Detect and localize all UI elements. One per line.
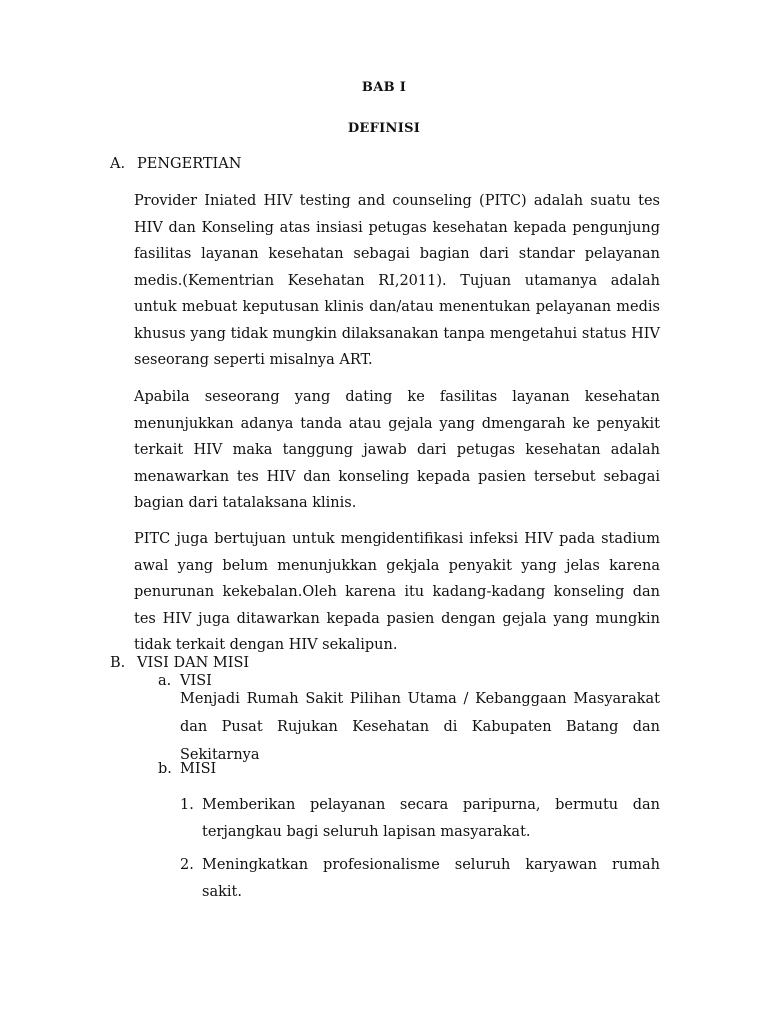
visi-number: a. [158, 673, 172, 689]
visi-text: Menjadi Rumah Sakit Pilihan Utama / Kebanggaan Masyarakat dan Pusat Rujukan Kesehatan di Kabupaten Batang dan Sekitarnya [180, 691, 660, 763]
pengertian-paragraph-3: PITC juga bertujuan untuk mengidentifikasi infeksi HIV pada stadium awal yang belum menunjukkan gekjala penyakit yang jelas karena penurunan kekebalan.Oleh karena itu kadang-kadang konseling dan tes HIV juga ditawarkan kepada pasien dengan gejala yang mungkin tidak terkait dengan HIV sekalipun. [134, 531, 660, 653]
pengertian-paragraph-2: Apabila seseorang yang dating ke fasilitas layanan kesehatan menunjukkan adanya tanda atau gejala yang dmengarah ke penyakit terkait HIV maka tanggung jawab dari petugas kesehatan adalah menawarkan tes HIV dan konseling kepada pasien tersebut sebagai bagian dari tatalaksana klinis. [134, 389, 660, 511]
misi-item-2-text: Meningkatkan profesionalisme seluruh karyawan rumah sakit. [202, 857, 660, 900]
section-a-title: PENGERTIAN [137, 156, 242, 172]
section-a-number: A. [110, 156, 126, 172]
misi-title: MISI [180, 761, 217, 777]
misi-item-1-number: 1. [180, 797, 194, 813]
visi-title: VISI [180, 673, 212, 689]
pengertian-paragraph-1: Provider Iniated HIV testing and counseling (PITC) adalah suatu tes HIV dan Konseling atas insiasi petugas kesehatan kepada pengunjung fasilitas layanan kesehatan sebagai bagian dari standar pelayanan medis.(Kementrian Kesehatan RI,2011). Tujuan utamanya adalah untuk mebuat keputusan klinis dan/atau menentukan pelayanan medis khusus yang tidak mungkin dilaksanakan tanpa mengetahui status HIV seseorang seperti misalnya ART. [134, 193, 660, 368]
section-b-title: VISI DAN MISI [137, 655, 250, 671]
misi-item-1-text: Memberikan pelayanan secara paripurna, bermutu dan terjangkau bagi seluruh lapisan masyarakat. [202, 797, 660, 840]
chapter-number: BAB I [361, 80, 407, 95]
misi-number: b. [158, 761, 172, 777]
chapter-title: DEFINISI [347, 121, 421, 136]
section-b-number: B. [110, 655, 126, 671]
misi-item-2-number: 2. [180, 857, 194, 873]
